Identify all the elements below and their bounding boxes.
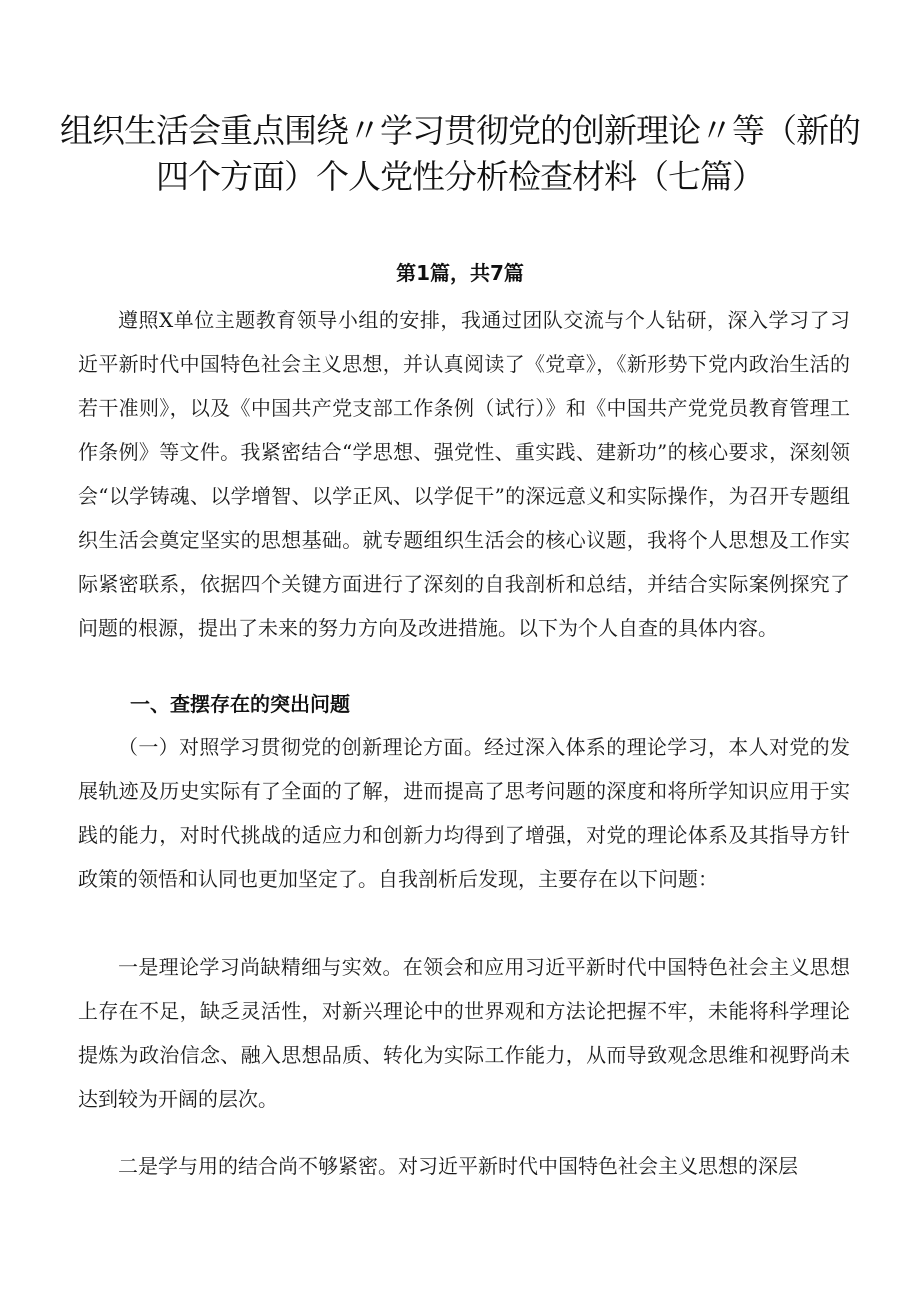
part-label: 第1篇，共7篇 — [396, 261, 524, 285]
point-one-paragraph: 一是理论学习尚缺精细与实效。在领会和应用习近平新时代中国特色社会主义思想上存在不足，缺乏灵活性，对新兴理论中的世界观和方法论把握不牢，未能将科学理论提炼为政治信念、融入思想品质、转化为实际工作能力，从而导致观念思维和视野尚未达到较为开阔的层次。 — [78, 955, 850, 1111]
subsection-paragraph: （一）对照学习贯彻党的创新理论方面。经过深入体系的理论学习，本人对党的发展轨迹及历史实际有了全面的了解，进而提高了思考问题的深度和将所学知识应用于实践的能力，对时代挑战的适应力和创新力均得到了增强，对党的理论体系及其指导方针政策的领悟和认同也更加坚定了。自我剖析后发现，主要存在以下问题： — [78, 735, 850, 891]
point-two-paragraph: 二是学与用的结合尚不够紧密。对习近平新时代中国特色社会主义思想的深层 — [118, 1154, 798, 1178]
document-title: 组织生活会重点围绕〃学习贯彻党的创新理论〃等（新的四个方面）个人党性分析检查材料（七篇） — [60, 111, 860, 196]
section-heading: 一、查摆存在的突出问题 — [130, 692, 350, 716]
intro-paragraph: 遵照X单位主题教育领导小组的安排，我通过团队交流与个人钻研，深入学习了习近平新时代中国特色社会主义思想，并认真阅读了《党章》，《新形势下党内政治生活的若干准则》，以及《中国共产党支部工作条例（试行）》和《中国共产党党员教育管理工作条例》等文件。我紧密结合“学思想、强党性、重实践、建新功”的核心要求，深刻领会“以学铸魂、以学增智、以学正风、以学促干”的深远意义和实际操作，为召开专题组织生活会奠定坚实的思想基础。就专题组织生活会的核心议题，我将个人思想及工作实际紧密联系，依据四个关键方面进行了深刻的自我剖析和总结，并结合实际案例探究了问题的根源，提出了未来的努力方向及改进措施。以下为个人自查的具体内容。 — [78, 308, 850, 640]
